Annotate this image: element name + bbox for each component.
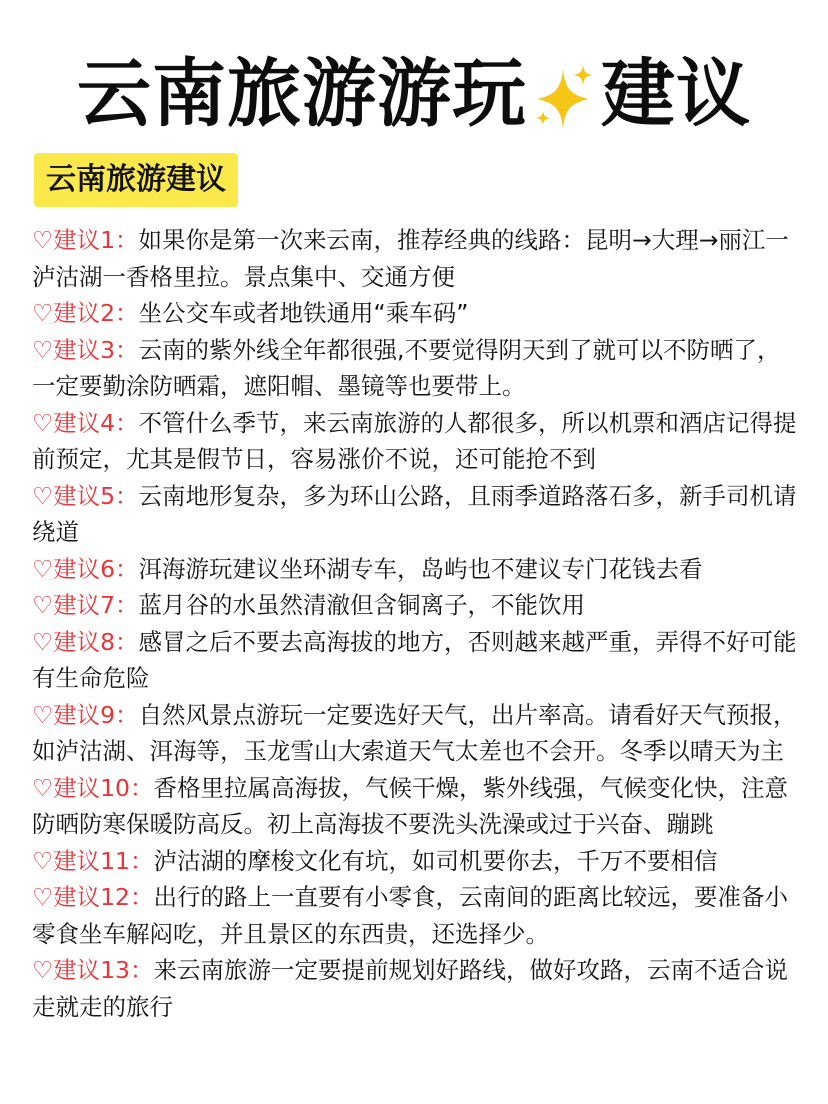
- item-text: 感冒之后不要去高海拔的地方，否则越来越严重，弄得不好可能有生命危险: [32, 627, 797, 692]
- item-label: ♡建议11：: [32, 846, 154, 875]
- list-item: [32, 478, 802, 551]
- item-text: 来云南旅游一定要提前规划好路线，做好攻路，云南不适合说走就走的旅行: [32, 956, 788, 1021]
- item-label: ♡建议12：: [32, 883, 154, 911]
- list-item: [32, 952, 802, 1025]
- item-text: 不管什么季节，来云南旅游的人都很多，所以机票和酒店记得提前预定，尤其是假节日，容易涨价不说，还可能抢不到: [32, 408, 797, 473]
- item-label: ♡建议3：: [32, 335, 139, 364]
- list-item: [32, 222, 802, 295]
- item-label: ♡建议10：: [32, 773, 154, 802]
- item-label: ♡建议7：: [32, 591, 139, 619]
- sparkles-icon: [533, 63, 595, 133]
- title-part-1: 云南旅游游玩: [77, 51, 527, 137]
- list-item: [32, 587, 802, 624]
- list-item: [32, 405, 802, 478]
- item-label: ♡建议13：: [32, 956, 154, 984]
- item-label: ♡建议9：: [32, 700, 139, 729]
- item-label: ♡建议4：: [32, 408, 139, 437]
- item-text: 云南地形复杂，多为环山公路，且雨季道路落石多，新手司机请绕道: [32, 481, 797, 546]
- item-text: 自然风景点游玩一定要选好天气，出片率高。请看好天气预报，如泸沽湖、洱海等，玉龙雪山大索道天气太差也不会开。冬季以晴天为主: [32, 700, 797, 765]
- section-tag: 云南旅游建议: [34, 153, 238, 207]
- item-label: ♡建议1：: [32, 226, 139, 254]
- list-item: [32, 697, 802, 770]
- item-text: 蓝月谷的水虽然清澈但含铜离子，不能饮用: [138, 591, 586, 619]
- list-item: [32, 879, 802, 952]
- item-text: 出行的路上一直要有小零食，云南间的距离比较远，要准备小零食坐车解闷吃，并且景区的东西贵，还选择少。: [32, 883, 788, 948]
- list-item: [32, 295, 802, 332]
- item-text: 云南的紫外线全年都很强,不要觉得阴天到了就可以不防晒了，一定要勤涂防晒霜，遮阳帽、墨镜等也要带上。: [32, 335, 781, 400]
- item-text: 洱海游玩建议坐环湖专车，岛屿也不建议专门花钱去看: [138, 554, 703, 583]
- suggestion-list: [32, 222, 802, 1025]
- list-item: [32, 770, 802, 843]
- list-item: [32, 624, 802, 697]
- page-title: [0, 44, 828, 144]
- list-item: [32, 551, 802, 588]
- list-item: [32, 843, 802, 880]
- item-label: ♡建议8：: [32, 627, 139, 656]
- item-label: ♡建议6：: [32, 554, 139, 583]
- item-label: ♡建议5：: [32, 481, 139, 510]
- title-part-2: 建议: [601, 51, 751, 137]
- item-text: 如果你是第一次来云南，推荐经典的线路：昆明→大理→丽江一泸沽湖一香格里拉。景点集中、交通方便: [32, 226, 789, 291]
- list-item: [32, 332, 802, 405]
- item-label: ♡建议2：: [32, 299, 139, 327]
- item-text: 坐公交车或者地铁通用“乘车码”: [138, 299, 469, 327]
- item-text: 泸沽湖的摩梭文化有坑，如司机要你去，千万不要相信: [153, 846, 718, 875]
- item-text: 香格里拉属高海拔，气候干燥，紫外线强，气候变化快，注意防晒防寒保暖防高反。初上高海拔不要洗头洗澡或过于兴奋、蹦跳: [32, 773, 788, 838]
